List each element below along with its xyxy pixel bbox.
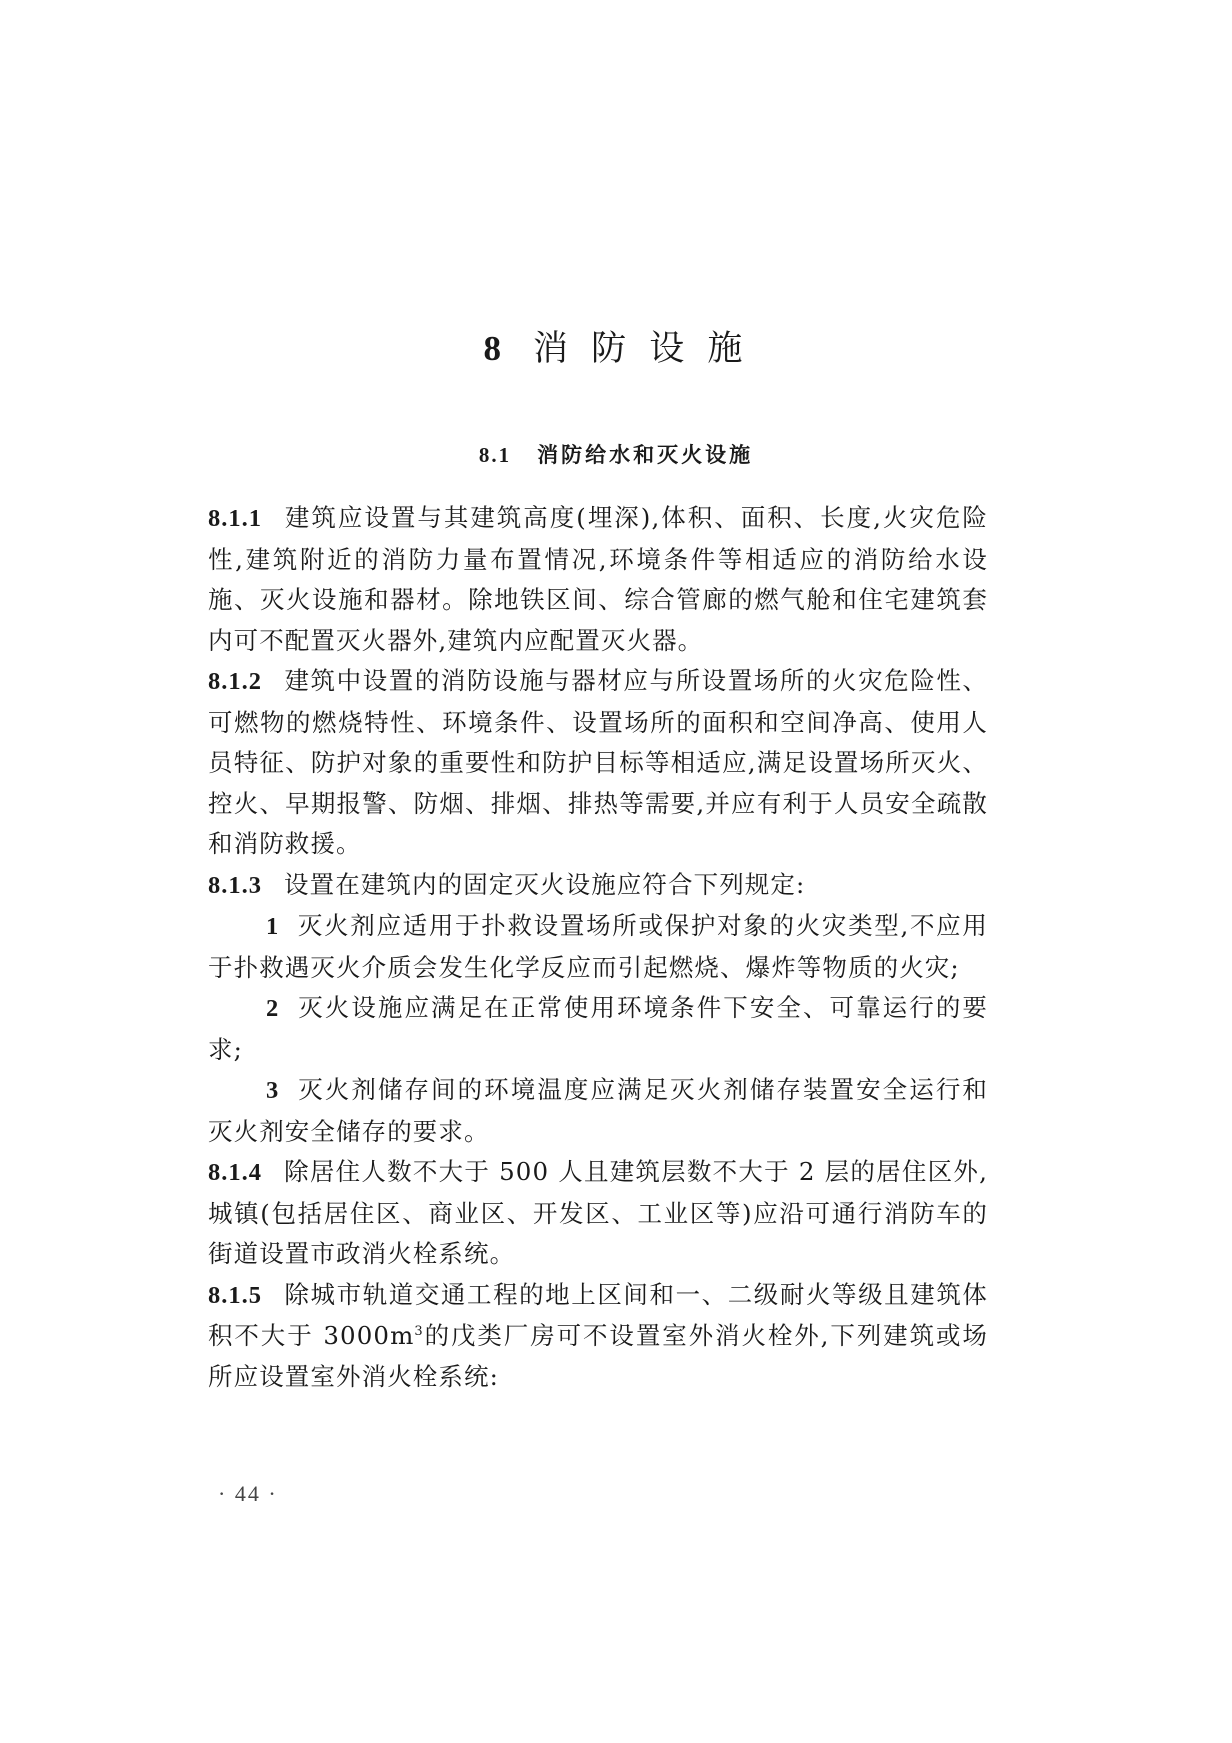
superscript-cubic: 3: [414, 1323, 424, 1339]
clause-8-1-3-item-3: [208, 1070, 988, 1152]
section-title-text: 消防给水和灭火设施: [537, 443, 754, 467]
page-number: · 44 ·: [218, 1481, 278, 1506]
clause-number: 8.1.2: [208, 668, 262, 695]
clause-8-1-2: [208, 661, 988, 865]
section-body: [208, 498, 988, 1397]
item-number: 1: [266, 913, 280, 940]
chapter-title: [0, 326, 1232, 372]
clause-8-1-1: [208, 498, 988, 661]
clause-8-1-5: [208, 1275, 988, 1398]
clause-text: 建筑应设置与其建筑高度(埋深),体积、面积、长度,火灾危险性,建筑附近的消防力量布置情况,环境条件等相适应的消防给水设施、灭火设施和器材。除地铁区间、综合管廊的燃气舱和住宅建筑套内可不配置灭火器外,建筑内应配置灭火器。: [208, 503, 988, 655]
clause-text: 除居住人数不大于 500 人且建筑层数不大于 2 层的居住区外,城镇(包括居住区、商业区、开发区、工业区等)应沿可通行消防车的街道设置市政消火栓系统。: [208, 1157, 988, 1268]
chapter-title-text: 消 防 设 施: [533, 329, 749, 369]
clause-text-part-2: 的戊类厂房可不设置室外消火栓外,下列建筑或场所应设置室外消火栓系统:: [208, 1321, 988, 1391]
clause-number: 8.1.1: [208, 505, 262, 532]
clause-text: 设置在建筑内的固定灭火设施应符合下列规定:: [284, 869, 806, 899]
section-number: 8.1: [478, 443, 512, 467]
clause-text: 建筑中设置的消防设施与器材应与所设置场所的火灾危险性、可燃物的燃烧特性、环境条件、设置场所的面积和空间净高、使用人员特征、防护对象的重要性和防护目标等相适应,满足设置场所灭火、控火、早期报警、防烟、排烟、排热等需要,并应有利于人员安全疏散和消防救援。: [208, 666, 988, 858]
clause-8-1-3: [208, 865, 988, 907]
clause-8-1-3-item-2: [208, 988, 988, 1070]
clause-number: 8.1.4: [208, 1159, 262, 1186]
item-text: 灭火剂储存间的环境温度应满足灭火剂储存装置安全运行和灭火剂安全储存的要求。: [208, 1075, 988, 1146]
section-title: [0, 440, 1232, 470]
clause-number: 8.1.3: [208, 871, 262, 899]
chapter-number: 8: [483, 329, 508, 368]
clause-text-part-1: 除城市轨道交通工程的地上区间和一、二级耐火等级且建筑体积不大于 3000m: [208, 1279, 988, 1350]
clause-8-1-4: [208, 1152, 988, 1275]
clause-8-1-3-item-1: [208, 906, 988, 988]
item-text: 灭火设施应满足在正常使用环境条件下安全、可靠运行的要求;: [208, 993, 988, 1064]
item-number: 2: [266, 995, 280, 1022]
item-number: 3: [266, 1077, 280, 1104]
clause-number: 8.1.5: [208, 1281, 262, 1309]
item-text: 灭火剂应适用于扑救设置场所或保护对象的火灾类型,不应用于扑救遇灭火介质会发生化学反应而引起燃烧、爆炸等物质的火灾;: [208, 911, 988, 982]
